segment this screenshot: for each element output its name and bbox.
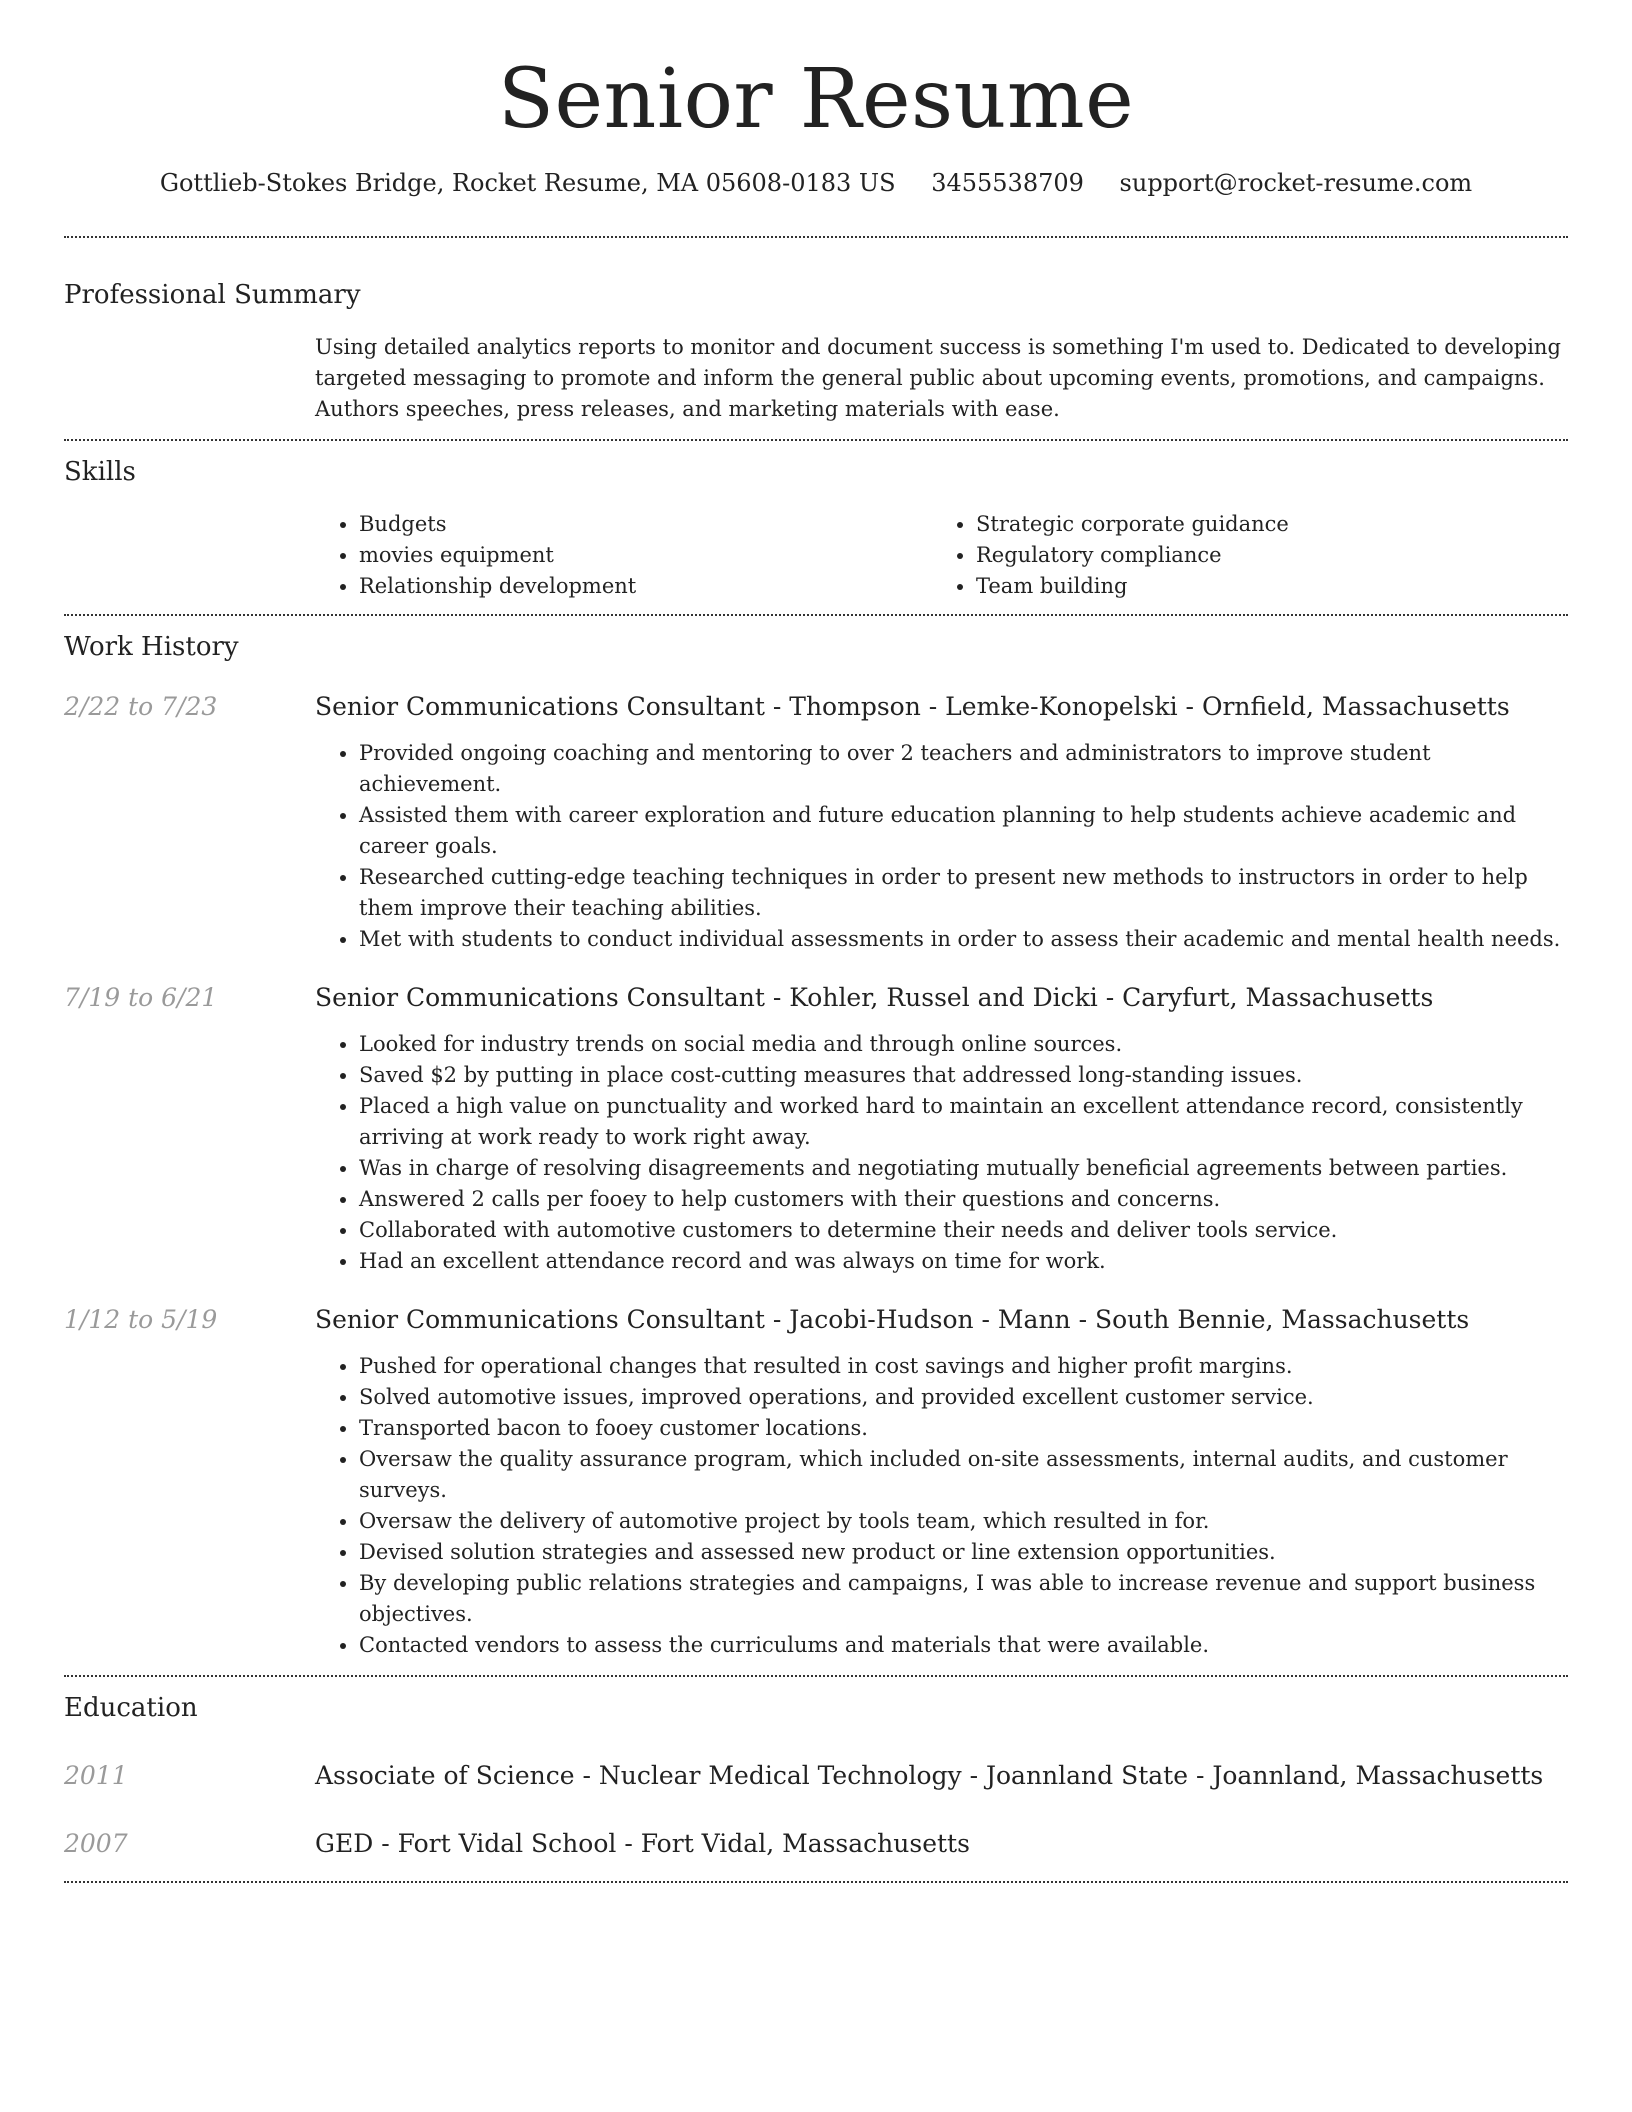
skills-section — [64, 441, 1568, 602]
job-bullet: • Saved $2 by putting in place cost-cutting measures that addressed long-standing issues. — [359, 1060, 1568, 1091]
job-bullets — [315, 1351, 1568, 1661]
job-bullet: • Devised solution strategies and assessed new product or line extension opportunities. — [359, 1537, 1568, 1568]
job-entry — [64, 1303, 1568, 1661]
skills-column-left — [315, 509, 932, 602]
job-entry — [64, 981, 1568, 1277]
contact-email: support@rocket-resume.com — [1119, 169, 1473, 197]
skill-item: • Team building — [976, 571, 1549, 602]
job-title: Senior Communications Consultant - Thompson - Lemke-Konopelski - Ornfield, Massachusetts — [315, 692, 1510, 721]
job-bullet: • Transported bacon to fooey customer locations. — [359, 1413, 1568, 1444]
education-date: 2011 — [64, 1761, 128, 1790]
section-divider — [64, 1881, 1568, 1883]
contact-address: Gottlieb-Stokes Bridge, Rocket Resume, MA 05608-0183 US — [159, 169, 896, 197]
education-entry — [64, 1827, 1568, 1861]
work-section — [64, 616, 1568, 1675]
summary-text: Using detailed analytics reports to monitor and document success is something I'm used to. Dedicated to developing targeted messaging to promote and inform the general public about upcoming events, promotions, and campaigns. Authors speeches, press releases, and marketing materials with ease. — [315, 335, 1561, 421]
education-entry — [64, 1759, 1568, 1793]
job-bullet: • Researched cutting-edge teaching techniques in order to present new methods to instructors in order to help them improve their teaching abilities. — [359, 862, 1568, 924]
education-heading: Education — [64, 1693, 198, 1723]
job-bullet: • Placed a high value on punctuality and worked hard to maintain an excellent attendance record, consistently arriving at work ready to work right away. — [359, 1091, 1568, 1153]
job-bullet: • Oversaw the delivery of automotive project by tools team, which resulted in for. — [359, 1506, 1568, 1537]
skill-item: • Budgets — [359, 509, 932, 540]
job-body — [315, 690, 1568, 955]
skill-item: • Regulatory compliance — [976, 540, 1549, 571]
job-bullet: • Assisted them with career exploration and future education planning to help students achieve academic and career goals. — [359, 800, 1568, 862]
job-bullet: • Had an excellent attendance record and was always on time for work. — [359, 1246, 1568, 1277]
job-bullet: • Looked for industry trends on social media and through online sources. — [359, 1029, 1568, 1060]
job-bullet: • Solved automotive issues, improved operations, and provided excellent customer service. — [359, 1382, 1568, 1413]
job-bullet: • Oversaw the quality assurance program, which included on-site assessments, internal audits, and customer surveys. — [359, 1444, 1568, 1506]
resume-name: Senior Resume — [497, 52, 1135, 147]
job-date: 1/12 to 5/19 — [64, 1305, 218, 1334]
skills-list — [315, 509, 1568, 602]
job-entry — [64, 690, 1568, 955]
contact-phone: 3455538709 — [931, 169, 1084, 197]
job-bullet: • Pushed for operational changes that resulted in cost savings and higher profit margins. — [359, 1351, 1568, 1382]
job-bullet: • Was in charge of resolving disagreements and negotiating mutually beneficial agreements between parties. — [359, 1153, 1568, 1184]
job-body — [315, 1303, 1568, 1661]
skill-item: • movies equipment — [359, 540, 932, 571]
job-title: Senior Communications Consultant - Jacobi-Hudson - Mann - South Bennie, Massachusetts — [315, 1305, 1470, 1334]
education-title: GED - Fort Vidal School - Fort Vidal, Massachusetts — [315, 1829, 970, 1858]
job-bullet: • Answered 2 calls per fooey to help customers with their questions and concerns. — [359, 1184, 1568, 1215]
job-title: Senior Communications Consultant - Kohler, Russel and Dicki - Caryfurt, Massachusetts — [315, 983, 1434, 1012]
job-date: 7/19 to 6/21 — [64, 983, 218, 1012]
education-title: Associate of Science - Nuclear Medical Technology - Joannland State - Joannland, Massachusetts — [315, 1761, 1544, 1790]
job-bullet: • Provided ongoing coaching and mentoring to over 2 teachers and administrators to improve student achievement. — [359, 738, 1568, 800]
job-body — [315, 981, 1568, 1277]
education-date: 2007 — [64, 1829, 128, 1858]
job-bullet: • Met with students to conduct individual assessments in order to assess their academic and mental health needs. — [359, 924, 1568, 955]
job-date: 2/22 to 7/23 — [64, 692, 218, 721]
job-bullet: • Collaborated with automotive customers to determine their needs and deliver tools service. — [359, 1215, 1568, 1246]
work-heading: Work History — [64, 632, 239, 662]
skills-heading: Skills — [64, 457, 136, 487]
skill-item: • Relationship development — [359, 571, 932, 602]
skill-item: • Strategic corporate guidance — [976, 509, 1549, 540]
summary-heading: Professional Summary — [64, 280, 361, 310]
summary-section — [64, 238, 1568, 425]
job-bullets — [315, 1029, 1568, 1277]
job-bullets — [315, 738, 1568, 955]
job-bullet: • By developing public relations strategies and campaigns, I was able to increase revenue and support business objectives. — [359, 1568, 1568, 1630]
job-bullet: • Contacted vendors to assess the curriculums and materials that were available. — [359, 1630, 1568, 1661]
education-section — [64, 1677, 1568, 1881]
skills-column-right — [932, 509, 1549, 602]
contact-line — [64, 166, 1568, 200]
